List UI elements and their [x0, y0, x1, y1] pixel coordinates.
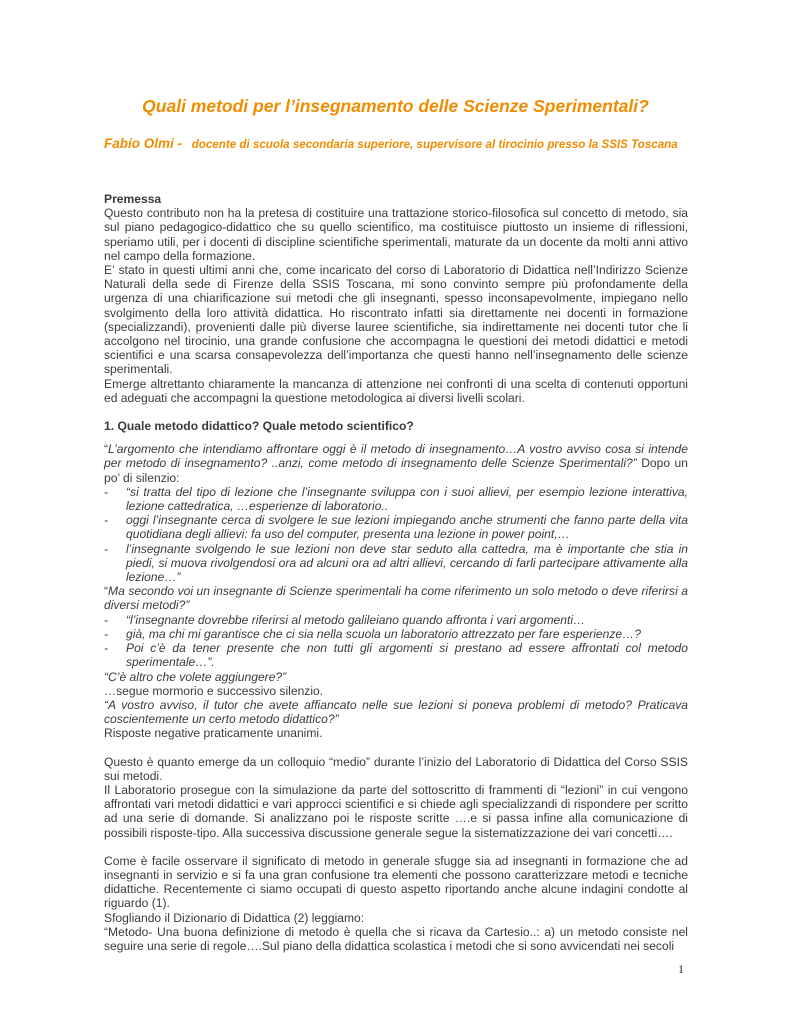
page-number: 1	[678, 962, 684, 976]
dialogue-question	[104, 442, 688, 485]
paragraph: Questo contributo non ha la pretesa di costituire una trattazione storico-filosofica sul concetto di metodo, sia sul piano pedagogico-didattico che su quello scientifico, ma costituisce piuttosto un insieme di riflessioni, speriamo utili, per i docenti di discipline scientifiche sperimentali, maturate da un docente da molti anni attivo nel campo della formazione.	[104, 206, 688, 263]
document-body	[104, 192, 688, 953]
list-item: - oggi l’insegnante cerca di svolgere le sue lezioni impiegando anche strumenti che fanno parte della vita quotidiana degli allievi: fa uso del computer, presenta una lezione in power point,…	[104, 513, 688, 542]
paragraph: Sfogliando il Dizionario di Didattica (2) leggiamo:	[104, 910, 365, 925]
paragraph: Il Laboratorio prosegue con la simulazione da parte del sottoscritto di frammenti di “lezioni” in cui vengono affrontati vari metodi didattici e vari approcci scientifici e si chiede agli specializzandi di rispondere per scritto ad una serie di domande. Si analizzano poi le risposte scritte ….e si passa infine alla comunicazione di possibili risposte-tipo. Alla successiva discussione generale segue la sistematizzazione dei vari concetti….	[104, 782, 688, 840]
author-name: Fabio Olmi -	[104, 136, 183, 151]
paragraph: Risposte negative praticamente unanimi.	[104, 726, 323, 741]
author-line	[104, 136, 688, 152]
author-role: docente di scuola secondaria superiore, supervisore al tirocinio presso la SSIS Toscana	[191, 138, 678, 151]
paragraph: E’ stato in questi ultimi anni che, come incaricato del corso di Laboratorio di Didattica nell’Indirizzo Scienze Naturali della sede di Firenze della SSIS Toscana, mi sono convinto sempre più profondamente della urgenza di una chiarificazione sui metodi che gli insegnanti, spesso inconsapevolmente, impiegano nello svolgimento della loro attività didattica. Ho riscontrato infatti sia direttamente nei docenti in formazione (specializzandi), provenienti dalle più diverse lauree scientifiche, sia indirettamente nei docenti tutor che li accolgono nel tirocinio, una grande confusione che accompagna le questioni dei metodi didattici e metodi scientifici e una scarsa consapevolezza dell’importanza che questi hanno nell’insegnamento delle scienze sperimentali.	[104, 263, 688, 377]
dialogue-question: “C’è altro che volete aggiungere?”	[104, 669, 287, 684]
list-item: - “l’insegnante dovrebbe riferirsi al metodo galileiano quando affronta i vari argomenti…	[104, 612, 586, 627]
paragraph: …segue mormorio e successivo silenzio.	[104, 683, 324, 698]
document-title: Quali metodi per l’insegnamento delle Scienze Sperimentali?	[142, 96, 649, 116]
list-item: - già, ma chi mi garantisce che ci sia nella scuola un laboratorio attrezzato per fare esperienze…?	[104, 626, 641, 641]
section-heading-1: 1. Quale metodo didattico? Quale metodo scientifico?	[104, 419, 414, 434]
paragraph: Questo è quanto emerge da un colloquio “medio” durante l’inizio del Laboratorio di Didattica del Corso SSIS sui metodi.	[104, 754, 688, 783]
question-text: L’argomento che intendiamo affrontare oggi è il metodo di insegnamento…A vostro avviso cosa si intende per metodo di insegnamento? ..anzi, come metodo di insegnamento delle Scienze Sperimentali?”	[104, 442, 688, 471]
dialogue-question: “A vostro avviso, il tutor che avete affiancato nelle sue lezioni si poneva problemi di metodo? Praticava coscientemente un certo metodo didattico?”	[104, 697, 688, 727]
paragraph: Come è facile osservare il significato di metodo in generale sfugge sia ad insegnanti in formazione che ad insegnanti in servizio e si fa una gran confusione tra elementi che possono caratterizzare metodi e tecniche didattiche. Recentemente ci siamo occupati di questo aspetto riportando anche alcune indagini condotte al riguardo (1).	[104, 853, 688, 911]
quote-mark: “	[104, 442, 109, 457]
list-item: - “si tratta del tipo di lezione che l’insegnante sviluppa con i suoi allievi, per esempio lezione interattiva, lezione cattedratica, …esperienze di laboratorio..	[104, 484, 688, 514]
list-item: - l’insegnante svolgendo le sue lezioni non deve star seduto alla cattedra, ma è importante che stia in piedi, si muova rivolgendosi ora ad alcuni ora ad altri allievi, cercando di farli partecipare attivamente alla lezione…”	[104, 541, 688, 585]
paragraph: “Metodo- Una buona definizione di metodo è quella che si ricava da Cartesio..: a) un metodo consiste nel seguire una serie di regole….Sul piano della didattica scolastica i metodi che si sono avvicendati nei secoli	[104, 924, 688, 953]
section-heading-premessa: Premessa	[104, 192, 162, 206]
question-tail: Dopo un po’ di silenzio:	[104, 456, 688, 485]
paragraph: Emerge altrettanto chiaramente la mancanza di attenzione nei confronti di una scelta di contenuti opportuni ed adeguati che accompagni la questione metodologica ai diversi livelli scolari.	[104, 376, 688, 405]
list-item: - Poi c’è da tener presente che non tutti gli argomenti si prestano ad essere affrontati col metodo sperimentale…”.	[104, 641, 688, 670]
dialogue-question: “Ma secondo voi un insegnante di Scienze sperimentali ha come riferimento un solo metodo o deve riferirsi a diversi metodi?”	[104, 584, 688, 613]
